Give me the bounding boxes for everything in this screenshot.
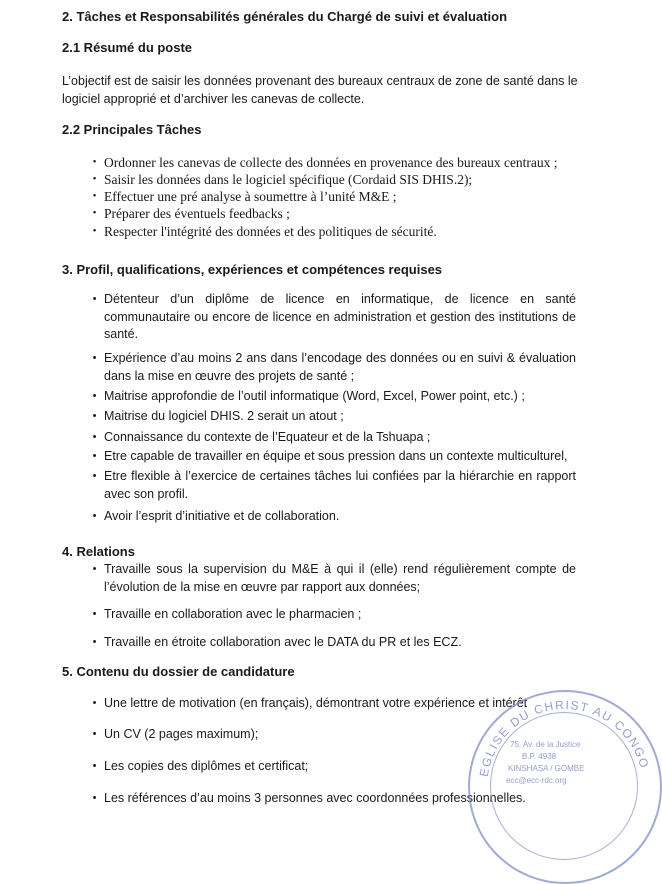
bullet-icon: • bbox=[92, 293, 97, 305]
list-item: • Un CV (2 pages maximum); bbox=[88, 726, 576, 744]
section-2-title: 2. Tâches et Responsabilités générales du Chargé de suivi et évaluation bbox=[62, 9, 508, 24]
list-item: • Connaissance du contexte de l’Equateur et de la Tshuapa ; bbox=[88, 429, 576, 447]
section-5-title: 5. Contenu du dossier de candidature bbox=[62, 664, 295, 679]
section-4-title: 4. Relations bbox=[62, 544, 135, 559]
list-item: • Avoir l’esprit d’initiative et de collaboration. bbox=[88, 508, 576, 526]
bullet-icon: • bbox=[92, 697, 97, 709]
list-item: • Etre capable de travailler en équipe et sous pression dans un contexte multiculturel, bbox=[88, 448, 576, 466]
list-item: • Maitrise du logiciel DHIS. 2 serait un atout ; bbox=[88, 408, 576, 426]
bullet-icon: • bbox=[92, 728, 97, 740]
list-item: • Travaille sous la supervision du M&E à qui il (elle) rend régulièrement compte de l’évolution de la mise en œuvre par rapport aux données; bbox=[88, 561, 576, 596]
bullet-icon: • bbox=[92, 190, 97, 202]
list-item: • Les références d’au moins 3 personnes avec coordonnées professionnelles. bbox=[88, 790, 576, 808]
section-3-title: 3. Profil, qualifications, expériences et compétences requises bbox=[62, 262, 443, 277]
bullet-icon: • bbox=[92, 470, 97, 482]
bullet-icon: • bbox=[92, 390, 97, 402]
bullet-icon: • bbox=[92, 760, 97, 772]
bullet-icon: • bbox=[92, 207, 97, 219]
list-item: • Les copies des diplômes et certificat; bbox=[88, 758, 576, 776]
bullet-icon: • bbox=[92, 173, 97, 185]
stamp-address-line: 75, Av. de la Justice bbox=[510, 740, 581, 749]
list-item: • Saisir les données dans le logiciel spécifique (Cordaid SIS DHIS.2); bbox=[88, 171, 576, 189]
stamp-city-line: KINSHASA / GOMBE bbox=[508, 764, 585, 773]
bullet-icon: • bbox=[92, 352, 97, 364]
section-2-1-title: 2.1 Résumé du poste bbox=[62, 40, 193, 55]
bullet-icon: • bbox=[92, 156, 97, 168]
bullet-icon: • bbox=[92, 510, 97, 522]
list-item: • Respecter l'intégrité des données et des politiques de sécurité. bbox=[88, 223, 576, 241]
bullet-icon: • bbox=[92, 450, 97, 462]
list-item: • Maitrise approfondie de l’outil informatique (Word, Excel, Power point, etc.) ; bbox=[88, 388, 576, 406]
bullet-icon: • bbox=[92, 636, 97, 648]
bullet-icon: • bbox=[92, 410, 97, 422]
bullet-icon: • bbox=[92, 431, 97, 443]
list-item: • Ordonner les canevas de collecte des données en provenance des bureaux centraux ; bbox=[88, 154, 576, 172]
stamp-email-line: ecc@ecc-rdc.org bbox=[506, 776, 567, 785]
stamp-ring-text bbox=[470, 692, 660, 882]
list-item: • Préparer des éventuels feedbacks ; bbox=[88, 205, 576, 223]
list-item: • Effectuer une pré analyse à soumettre à l’unité M&E ; bbox=[88, 188, 576, 206]
bullet-icon: • bbox=[92, 563, 97, 575]
section-2-1-text: L’objectif est de saisir les données provenant des bureaux centraux de zone de santé dans le logiciel approprié et d’archiver les canevas de collecte. bbox=[62, 74, 578, 106]
list-item: • Une lettre de motivation (en français), démontrant votre expérience et intérêt bbox=[88, 695, 576, 713]
list-item: • Détenteur d’un diplôme de licence en informatique, de licence en santé communautaire ou encore de licence en administration et gestion des institutions de santé. bbox=[88, 291, 576, 344]
list-item: • Etre flexible à l’exercice de certaines tâches lui confiées par la hiérarchie en rapport avec son profil. bbox=[88, 468, 576, 503]
stamp-ring-label: EGLISE DU CHRIST AU CONGO bbox=[476, 697, 652, 778]
stamp-bp-line: B.P. 4938 bbox=[522, 752, 557, 761]
official-stamp bbox=[468, 690, 662, 884]
bullet-icon: • bbox=[92, 608, 97, 620]
list-item: • Expérience d’au moins 2 ans dans l’encodage des données ou en suivi & évaluation dans la mise en œuvre des projets de santé ; bbox=[88, 350, 576, 385]
section-2-2-title: 2.2 Principales Tâches bbox=[62, 122, 202, 137]
bullet-icon: • bbox=[92, 225, 97, 237]
list-item: • Travaille en collaboration avec le pharmacien ; bbox=[88, 606, 576, 624]
bullet-icon: • bbox=[92, 792, 97, 804]
list-item: • Travaille en étroite collaboration avec le DATA du PR et les ECZ. bbox=[88, 634, 576, 652]
